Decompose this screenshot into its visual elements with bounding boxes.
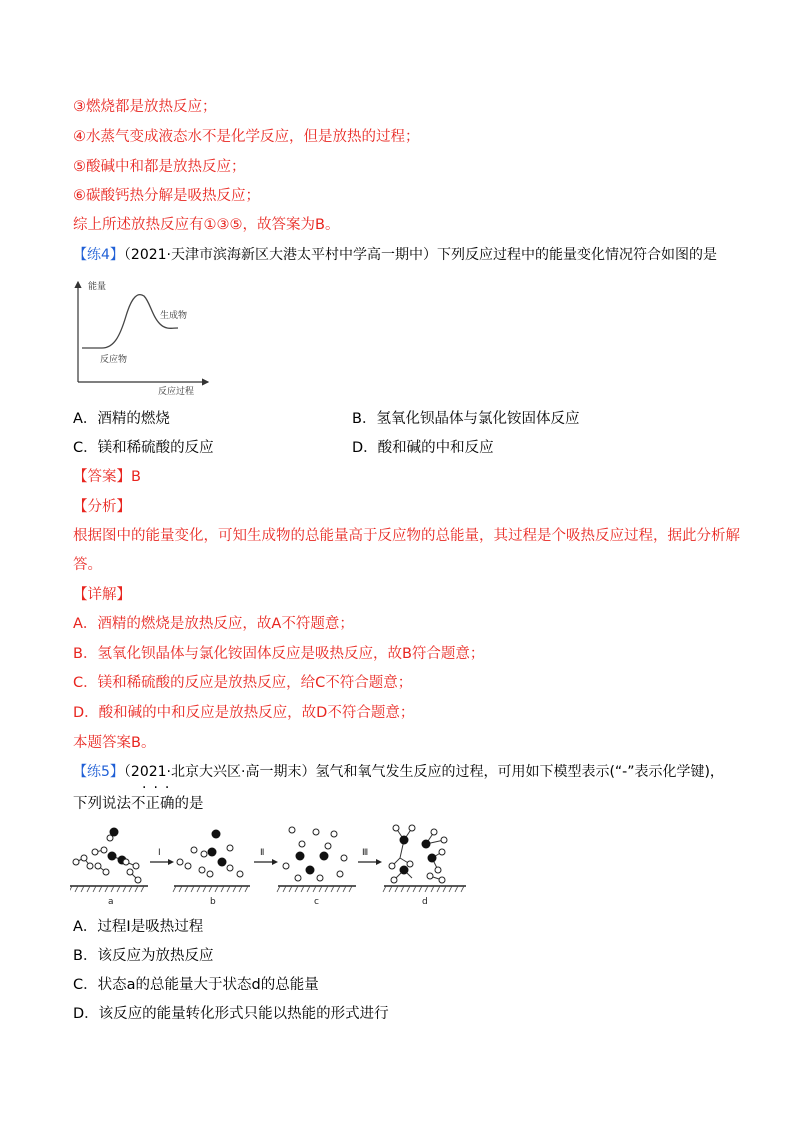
q4-option-d: D．酸和碱的中和反应 <box>352 440 494 456</box>
q5-tag: 【练5】 <box>73 764 124 780</box>
q5-option-c: C．状态a的总能量大于状态d的总能量 <box>73 977 319 993</box>
q5-stem: （2021·北京大兴区·高一期末）氢气和氧气发生反应的过程，可用如下模型表示(“-”表示化学键)， <box>123 764 724 780</box>
q4-analysis-line-1: 根据图中的能量变化，可知生成物的总能量高于反应物的总能量，其过程是个吸热反应过程，据此分析解 <box>73 528 740 544</box>
reactant-label: 反应物 <box>100 355 128 365</box>
x-axis-label: 反应过程 <box>158 387 195 397</box>
q4-option-a: A．酒精的燃烧 <box>73 411 170 427</box>
analysis-line-3: ③燃烧都是放热反应； <box>73 99 217 115</box>
q4-analysis-line-2: 答。 <box>73 557 102 573</box>
q5-option-d: D．该反应的能量转化形式只能以热能的形式进行 <box>73 1006 389 1022</box>
analysis-summary: 综上所述放热反应有①③⑤，故答案为B。 <box>73 217 340 233</box>
state-a-panel <box>70 828 148 908</box>
analysis-line-6: ⑥碳酸钙热分解是吸热反应； <box>73 188 260 204</box>
q4-answer: 【答案】B <box>73 469 141 485</box>
state-d-label: d <box>422 897 428 907</box>
product-label: 生成物 <box>160 311 188 321</box>
q5-option-b: B．该反应为放热反应 <box>73 948 214 964</box>
state-a-label: a <box>108 897 114 907</box>
q4-detail-b: B．氢氧化钡晶体与氯化铵固体反应是吸热反应，故B符合题意； <box>73 646 485 662</box>
state-b-label: b <box>210 897 216 907</box>
q5-option-a: A．过程I是吸热过程 <box>73 919 204 935</box>
q4-stem-line <box>73 245 717 265</box>
energy-diagram <box>66 276 216 398</box>
y-axis-label: 能量 <box>88 282 107 292</box>
q4-tag: 【练4】 <box>73 247 124 263</box>
q4-option-c: C．镁和稀硫酸的反应 <box>73 440 214 456</box>
q4-detail-a: A．酒精的燃烧是放热反应，故A不符题意； <box>73 616 354 632</box>
q4-detail-c: C．镁和稀硫酸的反应是放热反应，给C不符合题意； <box>73 675 413 691</box>
q5-stem-line <box>73 762 724 782</box>
analysis-line-5: ⑤酸碱中和都是放热反应； <box>73 159 246 175</box>
q4-detail-d: D．酸和碱的中和反应是放热反应，故D不符合题意； <box>73 705 415 721</box>
q4-option-b: B．氢氧化钡晶体与氯化铵固体反应 <box>352 411 580 427</box>
energy-curve <box>82 295 178 348</box>
q4-conclusion: 本题答案B。 <box>73 735 156 751</box>
arrow-i-label: I <box>158 848 161 858</box>
state-b-panel <box>173 830 250 908</box>
arrow-iii-label: Ⅲ <box>362 848 369 858</box>
state-c-label: c <box>314 897 319 907</box>
q4-analysis-heading: 【分析】 <box>73 499 131 515</box>
q4-detail-heading: 【详解】 <box>73 587 131 603</box>
q5-stem-line-2: 下列说法不正确的是 <box>73 796 204 812</box>
emphasis-dots: ··· <box>142 780 177 796</box>
q4-stem: （2021·天津市滨海新区大港太平村中学高一期中）下列反应过程中的能量变化情况符合如图的是 <box>123 247 717 263</box>
analysis-line-4: ④水蒸气变成液态水不是化学反应，但是放热的过程； <box>73 129 420 145</box>
arrow-ii-label: Ⅱ <box>260 848 265 858</box>
state-c-panel <box>277 827 356 907</box>
state-d-panel <box>383 825 466 907</box>
molecular-model-diagram <box>70 822 470 910</box>
